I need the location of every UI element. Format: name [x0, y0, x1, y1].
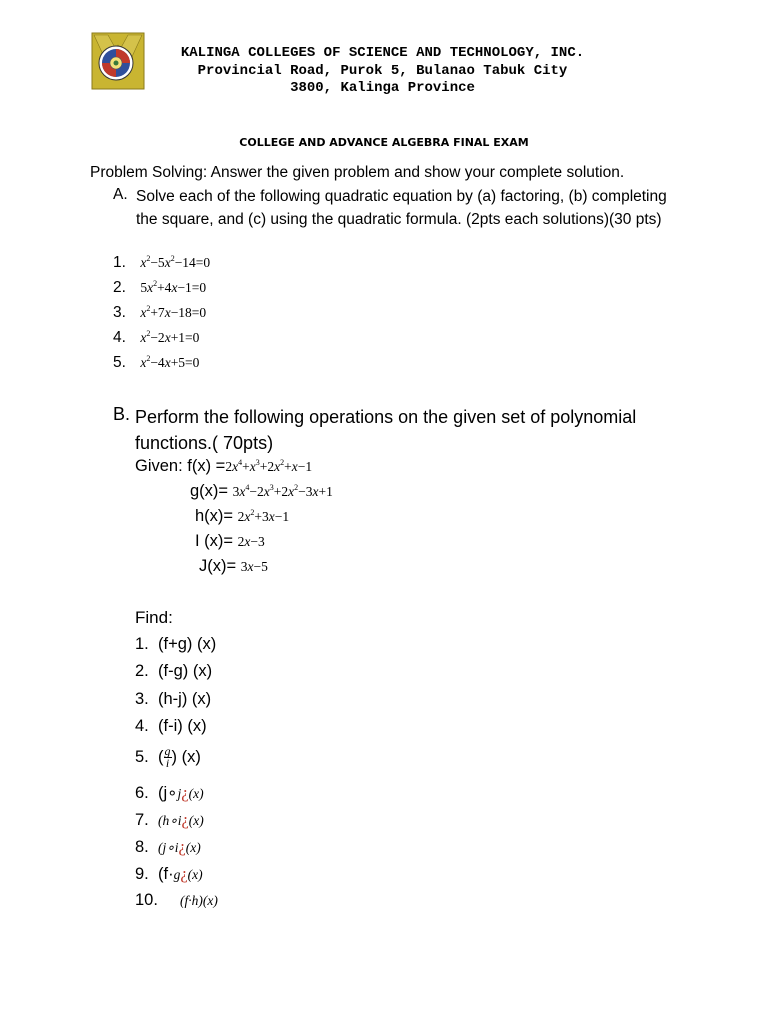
item-number: 7.: [135, 811, 149, 829]
item-number: 3.: [135, 690, 149, 708]
polynomial: $2x^2+3x-1$: [237, 508, 290, 524]
find-item: [135, 717, 207, 736]
school-province: 3800, Kalinga Province: [290, 80, 475, 96]
given-label: h(x)=: [195, 507, 234, 525]
close-paren: ) (x): [171, 747, 201, 766]
expr-prefix: (h∘: [158, 813, 178, 828]
item-number: 1.: [113, 254, 126, 271]
equation: $5x^2+4x-1=0$: [140, 279, 207, 295]
inverted-question-glyph: ¿: [180, 864, 188, 883]
expr-suffix: (x): [187, 867, 203, 882]
equation-item: [113, 279, 206, 297]
expr-var: i: [174, 840, 179, 855]
polynomial: $2x^4+x^3+2x^2+x-1$: [225, 458, 313, 474]
find-item: [135, 810, 204, 830]
expr-prefix: (j∘: [158, 840, 175, 855]
given-label: g(x)=: [190, 482, 229, 500]
expr-suffix: (x): [185, 840, 201, 855]
find-expression: (f+g) (x): [158, 635, 217, 653]
equation-item: [113, 329, 199, 347]
given-h: [195, 507, 289, 526]
instructions: Problem Solving: Answer the given problem and show your complete solution.: [90, 164, 625, 181]
college-logo-icon: [90, 31, 146, 91]
find-label: Find:: [135, 608, 173, 627]
item-number: 9.: [135, 865, 149, 883]
find-item: [135, 635, 216, 654]
inverted-question-glyph: ¿: [181, 783, 189, 802]
inverted-question-glyph: ¿: [178, 837, 186, 856]
equation: $x^2-5x^2-14=0$: [140, 254, 211, 270]
item-number: 5.: [135, 747, 149, 766]
open-paren: (: [158, 747, 164, 766]
equation-item: [113, 254, 210, 272]
item-number: 4.: [113, 329, 126, 346]
item-number: 8.: [135, 838, 149, 856]
given-f: [135, 457, 312, 476]
polynomial: 3x−5: [240, 559, 268, 574]
part-a-instructions: Solve each of the following quadratic equation by (a) factoring, (b) completing the square, and (c) using the quadratic formula. (2pts each solutions)(30 pts): [136, 188, 667, 228]
expr-prefix: (j∘: [158, 784, 178, 802]
item-number: 2.: [113, 279, 126, 296]
equation: $x^2+7x-18=0$: [140, 304, 207, 320]
find-item: [135, 662, 212, 681]
find-expression: (f-i) (x): [158, 717, 207, 735]
expr-var: g: [173, 867, 181, 882]
given-label: Given: f(x) =: [135, 457, 226, 475]
expr-suffix: (x): [188, 786, 204, 801]
item-number: 5.: [113, 354, 126, 371]
item-number: 6.: [135, 784, 149, 802]
given-label: I (x)=: [195, 532, 234, 550]
expr-var: j: [177, 786, 182, 801]
given-g: [190, 482, 333, 501]
fraction-numerator: g: [164, 744, 171, 758]
part-b-instructions: Perform the following operations on the given set of polynomial functions.( 70pts): [135, 407, 637, 453]
polynomial: $3x^4-2x^3+2x^2-3x+1$: [232, 483, 333, 499]
expr-suffix: (x): [188, 813, 204, 828]
equation-item: [113, 354, 199, 372]
find-item: [135, 837, 201, 857]
item-number: 1.: [135, 635, 149, 653]
part-a-letter: A.: [113, 186, 128, 203]
fraction: [164, 746, 172, 769]
given-j: [199, 557, 268, 576]
school-address: Provincial Road, Purok 5, Bulanao Tabuk City: [197, 62, 568, 79]
part-b-letter: B.: [113, 404, 131, 424]
item-number: 4.: [135, 717, 149, 735]
exam-title: COLLEGE AND ADVANCE ALGEBRA FINAL EXAM: [239, 136, 529, 149]
inverted-question-glyph: ¿: [181, 810, 189, 829]
school-name: KALINGA COLLEGES OF SCIENCE AND TECHNOLOGY, INC.: [180, 45, 585, 61]
fraction-denominator: i: [165, 756, 170, 770]
find-expression: (f·h)(x): [180, 893, 218, 908]
equation: $x^2-2x+1=0$: [140, 329, 200, 345]
equation-item: [113, 304, 206, 322]
find-item: [135, 864, 203, 884]
expr-prefix: (f·: [158, 865, 174, 883]
school-header: [150, 45, 615, 98]
polynomial: 2x−3: [237, 534, 265, 549]
find-item: [135, 891, 218, 910]
item-number: 3.: [113, 304, 126, 321]
find-item: [135, 746, 201, 769]
item-number: 10.: [135, 891, 158, 909]
equation: $x^2-4x+5=0$: [140, 354, 200, 370]
find-item: [135, 690, 211, 709]
expr-var: i: [177, 813, 182, 828]
given-i: [195, 532, 265, 551]
item-number: 2.: [135, 662, 149, 680]
find-item: [135, 783, 204, 803]
find-expression: (h-j) (x): [158, 690, 212, 708]
find-expression: (f-g) (x): [158, 662, 213, 680]
given-label: J(x)=: [199, 557, 237, 575]
